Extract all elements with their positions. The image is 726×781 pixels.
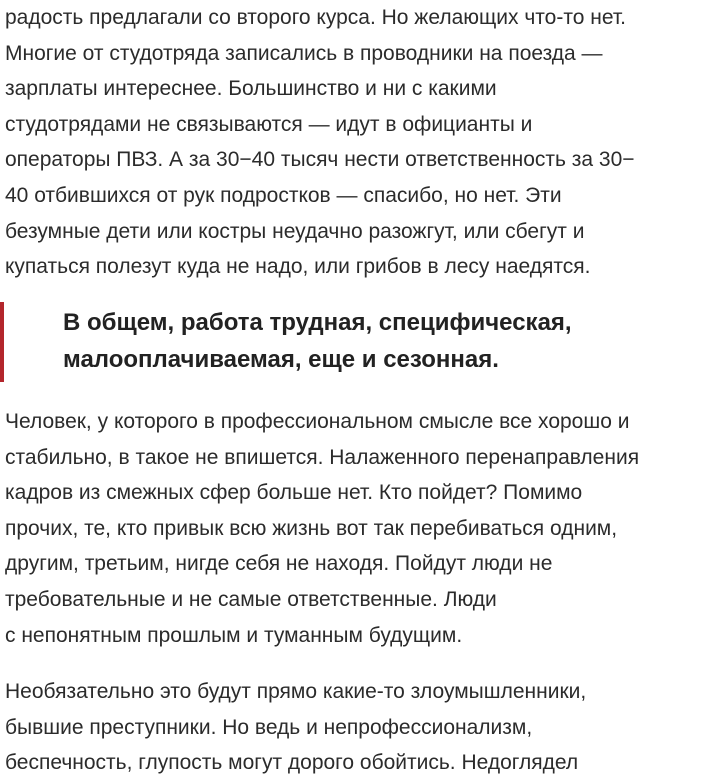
paragraph-line: с непонятным прошлым и туманным будущим. bbox=[5, 623, 463, 647]
paragraph-2 bbox=[0, 404, 639, 653]
paragraph-line: прочих, те, кто привык всю жизнь вот так перебиваться одним, bbox=[5, 516, 618, 540]
paragraph-line: бывшие преступники. Но ведь и непрофессионализм, bbox=[5, 715, 533, 739]
paragraph-line: Многие от студотряда записались в проводники на поезда — bbox=[5, 41, 603, 65]
quote-line: малооплачиваемая, еще и сезонная. bbox=[63, 346, 499, 373]
paragraph-line: требовательные и не самые ответственные. Люди bbox=[5, 587, 497, 611]
paragraph-line: купаться полезут куда не надо, или грибов в лесу наедятся. bbox=[5, 255, 591, 279]
quote-line: В общем, работа трудная, специфическая, bbox=[63, 309, 572, 336]
paragraph-line: беспечность, глупость могут дорого обойтись. Недоглядел bbox=[5, 751, 579, 775]
paragraph-line: операторы ПВЗ. А за 30−40 тысяч нести ответственность за 30− bbox=[5, 148, 635, 172]
paragraph-line: другим, третьим, нигде себя не находя. Пойдут люди не bbox=[5, 552, 553, 576]
pull-quote-text bbox=[63, 304, 572, 378]
paragraph-line: Необязательно это будут прямо какие-то злоумышленники, bbox=[5, 680, 587, 703]
pull-quote bbox=[0, 302, 726, 382]
paragraph-line: безумные дети или костры неудачно разожгут, или сбегут и bbox=[5, 219, 585, 243]
paragraph-1 bbox=[0, 0, 635, 285]
paragraph-line: радость предлагали со второго курса. Но желающих что-то нет. bbox=[5, 6, 626, 29]
paragraph-line: кадров из смежных сфер больше нет. Кто пойдет? Помимо bbox=[5, 481, 583, 505]
paragraph-line: зарплаты интереснее. Большинство и ни с какими bbox=[5, 77, 497, 101]
paragraph-line: стабильно, в такое не впишется. Налаженного перенаправления bbox=[5, 445, 640, 469]
paragraph-3 bbox=[0, 674, 586, 781]
paragraph-line: Человек, у которого в профессиональном смысле все хорошо и bbox=[5, 410, 630, 433]
paragraph-line: 40 отбившихся от рук подростков — спасибо, но нет. Эти bbox=[5, 183, 562, 207]
paragraph-line: студотрядами не связываются — идут в официанты и bbox=[5, 112, 533, 136]
